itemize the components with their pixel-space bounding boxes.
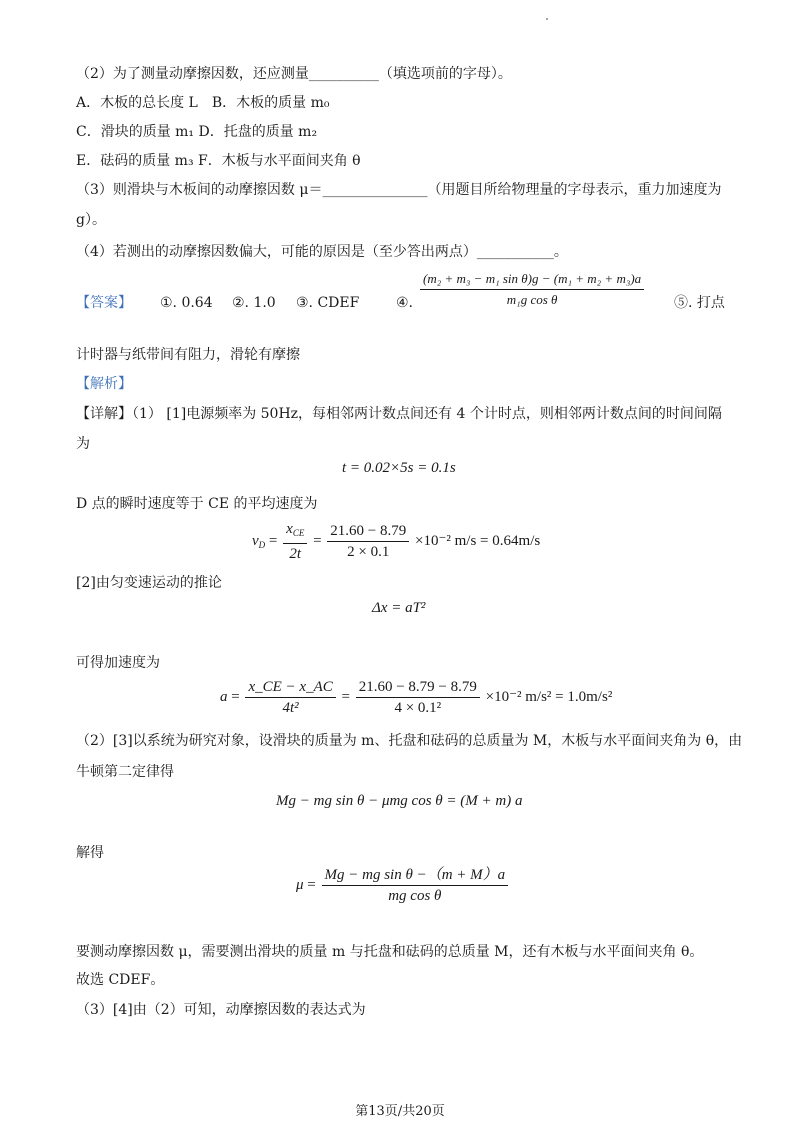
equation-acceleration: a = $\frac{x\_CE - x\_AC}{\text{4t²}}$ = $\frac{21.60 - 8.79 - 8.79}{\text{4 × 0.1²}}$ ×10⁻² m/s² = 1.0m/s² bbox=[220, 679, 613, 716]
eq4-f2-num: 21.60 − 8.79 − 8.79 bbox=[356, 678, 480, 698]
eq4-lhs: a bbox=[220, 688, 228, 705]
analysis-part1 bbox=[76, 404, 722, 424]
q2-prompt: （2）为了测量动摩擦因数，还应测量__________（填选项前的字母）。 bbox=[76, 66, 512, 82]
eq2-f1-num-sub: CE bbox=[292, 528, 305, 538]
eq2-f1-num: x bbox=[286, 521, 293, 537]
eq2-f2-num: 21.60 − 8.79 bbox=[327, 522, 409, 542]
answer-4-formula bbox=[418, 270, 646, 309]
page-footer: 第13页/共20页 bbox=[355, 1104, 445, 1119]
analysis-p3: [2]由匀变速运动的推论 bbox=[76, 575, 222, 591]
eq6-num: Mg − mg sin θ −（m + M）a bbox=[322, 866, 509, 886]
q3-line2: g）。 bbox=[76, 212, 106, 228]
q2-options-cd: C．滑块的质量 m₁ D．托盘的质量 m₂ bbox=[76, 124, 318, 140]
equation-velocity-d: $v_D$ = $\frac{x_{CE}}{2t}$ = $\frac{21.60 - 8.79}{2 \times 0.1}$ ×10⁻² m/s = 0.64m/s bbox=[252, 521, 541, 562]
q2-options-ef: E．砝码的质量 m₃ F．木板与水平面间夹角 θ bbox=[76, 153, 361, 169]
analysis-p2: D 点的瞬时速度等于 CE 的平均速度为 bbox=[76, 496, 318, 512]
analysis-p6: 解得 bbox=[76, 845, 104, 861]
analysis-p8: 故选 CDEF。 bbox=[76, 972, 165, 988]
answer-4-label: ④. bbox=[396, 295, 414, 311]
eq6-den: mg cos θ bbox=[388, 888, 442, 904]
answer-5-continued: 计时器与纸带间有阻力，滑轮有摩擦 bbox=[76, 347, 300, 363]
answer-1: ①. 0.64 bbox=[160, 295, 213, 311]
eq2-lhs-sub: D bbox=[258, 539, 266, 550]
answer-4-numerator: (m₂ + m₃ − m₁ sin θ)g − (m₁ + m₂ + m₃)a bbox=[420, 270, 644, 290]
eq4-rhs: ×10⁻² m/s² = 1.0m/s² bbox=[485, 688, 613, 705]
eq6-lhs: μ bbox=[296, 876, 304, 893]
answer-2: ②. 1.0 bbox=[232, 295, 276, 311]
detail-label: 【详解】 bbox=[76, 406, 132, 422]
eq2-rhs: ×10⁻² m/s = 0.64m/s bbox=[415, 532, 541, 549]
q4-line: （4）若测出的动摩擦因数偏大，可能的原因是（至少答出两点）___________。 bbox=[76, 244, 568, 260]
equation-newton-second-law: Mg − mg sin θ − μmg cos θ = (M + m) a bbox=[276, 793, 523, 809]
analysis-label: 【解析】 bbox=[76, 376, 132, 392]
analysis-p1b: 为 bbox=[76, 436, 90, 452]
analysis-p9: （3）[4]由（2）可知，动摩擦因数的表达式为 bbox=[76, 1002, 366, 1018]
q2-options-ab: A．木板的总长度 L B．木板的质量 m₀ bbox=[76, 95, 330, 111]
answer-4-denominator: m₁g cos θ bbox=[506, 292, 558, 307]
q3-line1: （3）则滑块与木板间的动摩擦因数 μ＝_______________（用题目所给物理量的字母表示，重力加速度为 bbox=[76, 182, 722, 198]
eq2-f2-den: 2 × 0.1 bbox=[347, 544, 390, 560]
eq2-lhs: v bbox=[252, 532, 259, 549]
answer-5: ⑤. 打点 bbox=[674, 295, 725, 311]
analysis-p5b: 牛顿第二定律得 bbox=[76, 764, 174, 780]
eq4-f2-den: 4 × 0.1² bbox=[394, 700, 442, 716]
analysis-p7: 要测动摩擦因数 μ，需要测出滑块的质量 m 与托盘和砝码的总质量 M，还有木板与水平面间夹角 θ。 bbox=[76, 944, 704, 960]
equation-delta-x: Δx = aT² bbox=[372, 600, 426, 616]
analysis-p5: （2）[3]以系统为研究对象，设滑块的质量为 m、托盘和砝码的总质量为 M，木板与水平面间夹角为 θ，由 bbox=[76, 733, 743, 749]
eq4-f1-den: 4t² bbox=[282, 700, 299, 716]
scan-dot bbox=[546, 18, 548, 20]
analysis-p1: （1） [1]电源频率为 50Hz，每相邻两计数点间还有 4 个计时点，则相邻两计数点间的时间间隔 bbox=[132, 406, 722, 422]
equation-mu: μ = $\frac{\text{Mg − mg sin θ −（m + M）a}}{\text{mg cos θ}}$ bbox=[296, 866, 510, 905]
eq2-f1-den: 2t bbox=[289, 546, 302, 562]
equation-time-interval: t = 0.02×5s = 0.1s bbox=[342, 460, 456, 476]
answer-label: 【答案】 bbox=[76, 295, 132, 311]
answer-3: ③. CDEF bbox=[296, 295, 360, 311]
eq4-f1-num: x_CE − x_AC bbox=[245, 678, 335, 698]
analysis-p4: 可得加速度为 bbox=[76, 655, 160, 671]
